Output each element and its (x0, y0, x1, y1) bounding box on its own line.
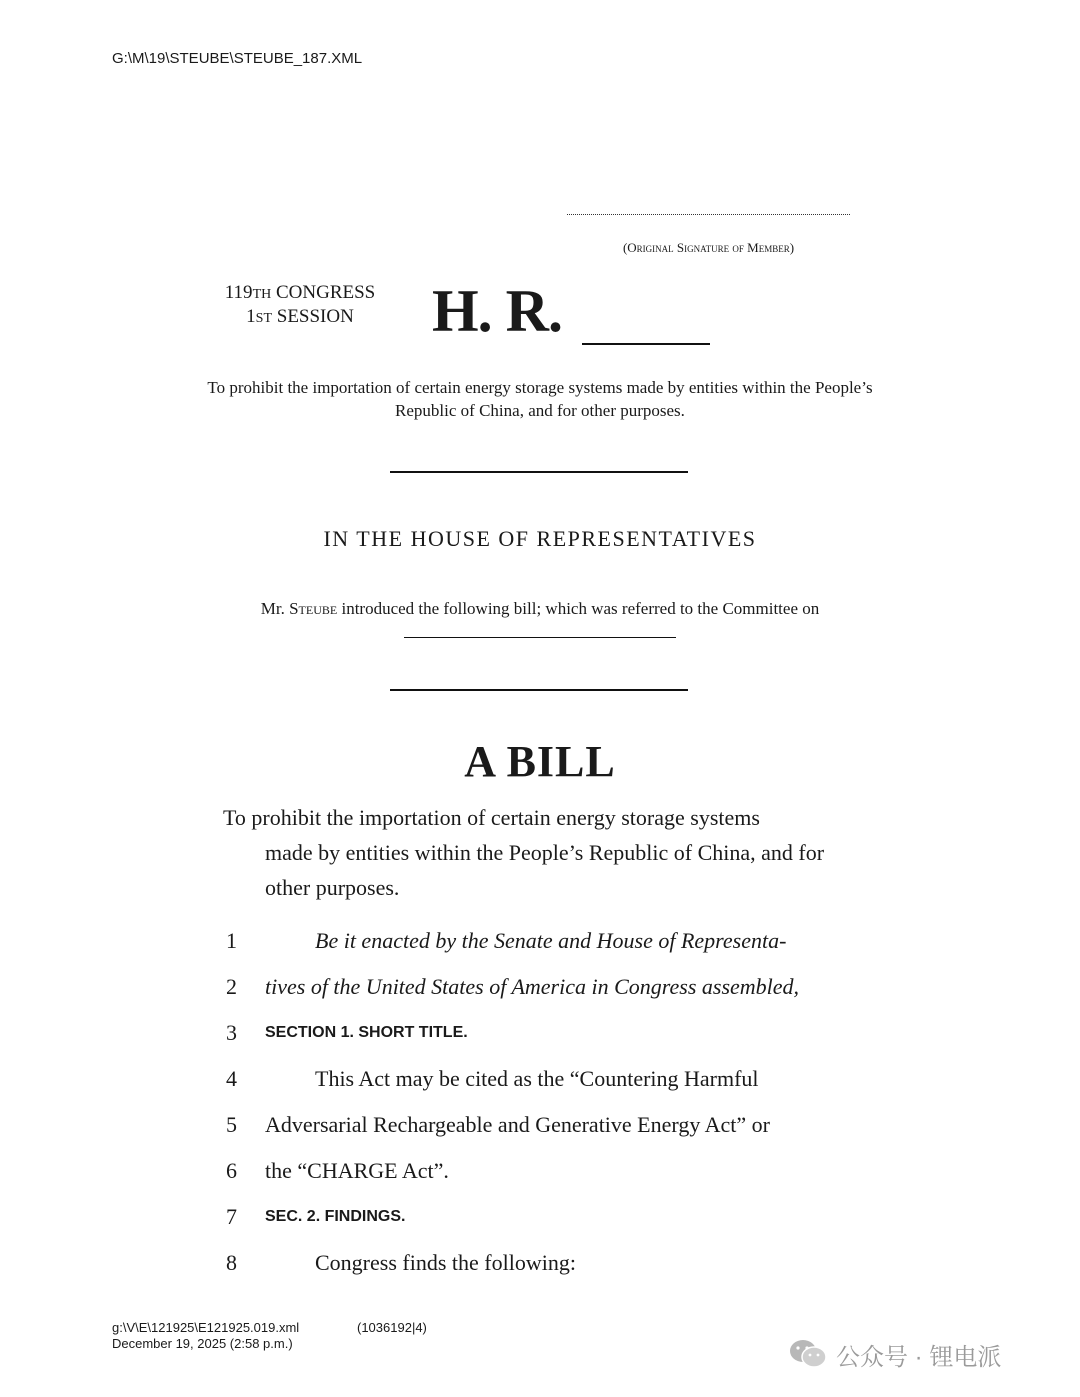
bill-number-blank (582, 343, 710, 345)
committee-blank (404, 622, 676, 638)
line-number: 8 (226, 1250, 237, 1275)
watermark-text: 公众号 · 锂电派 (836, 1343, 1002, 1371)
line-number: 3 (226, 1020, 237, 1045)
line-text: Be it enacted by the Senate and House of Representa- (315, 928, 787, 953)
sponsor-name: Steube (289, 599, 338, 618)
congress-session (200, 282, 400, 330)
bill-lines (226, 918, 886, 1286)
line-number: 7 (226, 1204, 237, 1229)
divider-rule (390, 471, 688, 473)
watermark (788, 1334, 1001, 1374)
file-path: G:\M\19\STEUBE\STEUBE_187.XML (112, 50, 363, 67)
session-line: 1ST SESSION (246, 306, 354, 327)
footer-info (112, 1320, 299, 1352)
footer-path: g:\V\E\121925\E121925.019.xml (112, 1320, 300, 1335)
short-purpose: To prohibit the importation of certain energy storage systems made by entities within the People’s Republic of China, and for other purposes. (207, 378, 873, 420)
bill-line (226, 1240, 886, 1286)
wechat-icon (788, 1337, 828, 1371)
line-text: This Act may be cited as the “Countering Harmful (315, 1066, 759, 1091)
bill-line (226, 1056, 886, 1102)
line-number: 5 (226, 1112, 237, 1137)
line-number: 6 (226, 1158, 237, 1183)
line-text: Congress finds the following: (315, 1250, 576, 1275)
line-number: 2 (226, 974, 237, 999)
bill-line (226, 1194, 886, 1240)
bill-line (226, 918, 886, 964)
chamber-heading: IN THE HOUSE OF REPRESENTATIVES (323, 526, 757, 551)
bill-line (226, 964, 886, 1010)
line-text: the “CHARGE Act”. (265, 1158, 449, 1183)
bill-purpose: To prohibit the importation of certain energy storage systems made by entities within the People’s Republic of China, and for other purposes. (223, 805, 825, 900)
signature-label: (Original Signature of Member) (622, 240, 795, 255)
introduction: Mr. Steube introduced the following bill; which was referred to the Committee on (200, 597, 880, 645)
document-title: A BILL (464, 737, 616, 786)
line-number: 4 (226, 1066, 237, 1091)
bill-line (226, 1102, 886, 1148)
congress-line: 119TH CONGRESS (224, 282, 376, 303)
line-number: 1 (226, 928, 237, 953)
line-text: tives of the United States of America in Congress assembled, (265, 974, 800, 999)
footer-date: December 19, 2025 (2:58 p.m.) (112, 1336, 293, 1351)
line-text: SECTION 1. SHORT TITLE. (265, 1024, 468, 1041)
bill-number: H. R. (432, 278, 562, 344)
signature-line (567, 214, 850, 215)
line-text: Adversarial Rechargeable and Generative Energy Act” or (265, 1112, 770, 1137)
bill-line (226, 1010, 886, 1056)
footer-code: (1036192|4) (357, 1320, 427, 1335)
divider-rule (390, 689, 688, 691)
bill-line (226, 1148, 886, 1194)
line-text: SEC. 2. FINDINGS. (265, 1208, 406, 1225)
